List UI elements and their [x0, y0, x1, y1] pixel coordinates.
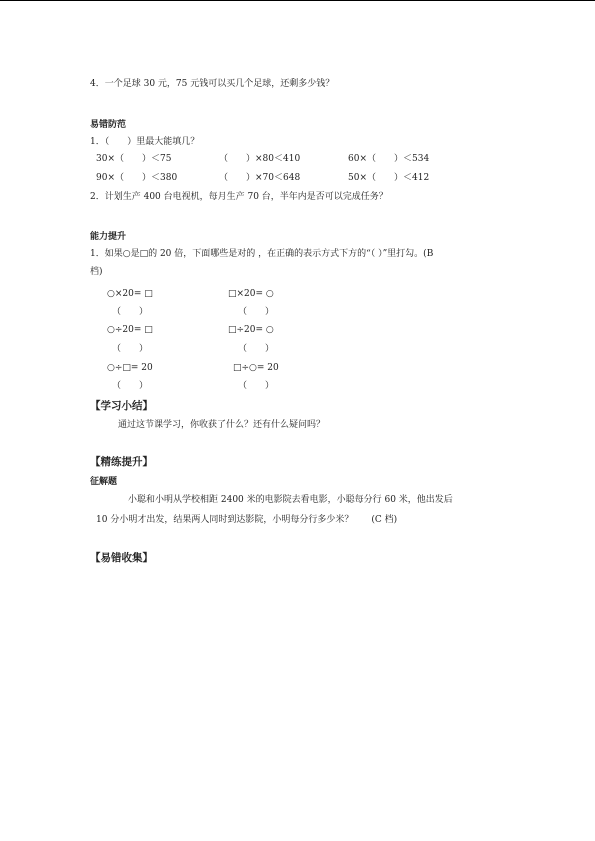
- nengli-question-1-line2: 档): [90, 267, 103, 277]
- practice-problem-line1: 小聪和小明从学校相距 2400 米的电影院去看电影，小聪每分行 60 米，他出发后: [128, 495, 453, 505]
- option-expression-d: □÷20= ○: [228, 325, 274, 335]
- yicuo-row1-item1: 30×（ ）＜75: [96, 154, 172, 164]
- summary-text: 通过这节课学习，你收获了什么？还有什么疑问吗？: [118, 420, 326, 430]
- answer-paren-c: （ ）: [112, 344, 149, 354]
- answer-paren-e: （ ）: [112, 381, 149, 391]
- answer-paren-b: （ ）: [238, 307, 275, 317]
- yicuo-row2-item1: 90×（ ）＜380: [96, 173, 178, 183]
- answer-paren-a: （ ）: [112, 307, 149, 317]
- yicuo-row1-item3: 60×（ ）＜534: [348, 154, 430, 164]
- yicuo-row2-item2: （ ）×70＜648: [219, 173, 301, 183]
- practice-title: 【精练提升】: [90, 456, 153, 468]
- practice-problem-line2: 10 分小明才出发，结果两人同时到达影院，小明每分行多少米？ (C 档): [96, 515, 398, 525]
- option-expression-c: ○÷20= □: [107, 325, 153, 335]
- collection-title: 【易错收集】: [90, 552, 153, 564]
- option-expression-a: ○×20= □: [107, 289, 153, 299]
- yicuo-question-2: 2．计划生产 400 台电视机，每月生产 70 台，半年内是否可以完成任务？: [90, 192, 388, 202]
- page-top-rule: [0, 0, 595, 1]
- option-expression-f: □÷○= 20: [233, 363, 279, 373]
- answer-paren-d: （ ）: [238, 344, 275, 354]
- section-title-nengli: 能力提升: [90, 232, 127, 242]
- practice-subtitle: 征解题: [90, 477, 118, 487]
- nengli-question-1-line1: 1．如果○是□的 20 倍，下面哪些是对的 ，在正确的表示方式下方的“（ ）”里打勾。(B: [90, 249, 434, 259]
- question-4: 4．一个足球 30 元，75 元钱可以买几个足球，还剩多少钱？: [90, 79, 335, 89]
- option-expression-b: □×20= ○: [228, 289, 274, 299]
- yicuo-row2-item3: 50×（ ）＜412: [348, 173, 430, 183]
- yicuo-question-1: 1．（ ）里最大能填几？: [90, 137, 200, 147]
- answer-paren-f: （ ）: [238, 381, 275, 391]
- section-title-yicuo: 易错防范: [90, 120, 127, 130]
- summary-title: 【学习小结】: [90, 400, 153, 412]
- option-expression-e: ○÷□= 20: [107, 363, 153, 373]
- yicuo-row1-item2: （ ）×80＜410: [219, 154, 301, 164]
